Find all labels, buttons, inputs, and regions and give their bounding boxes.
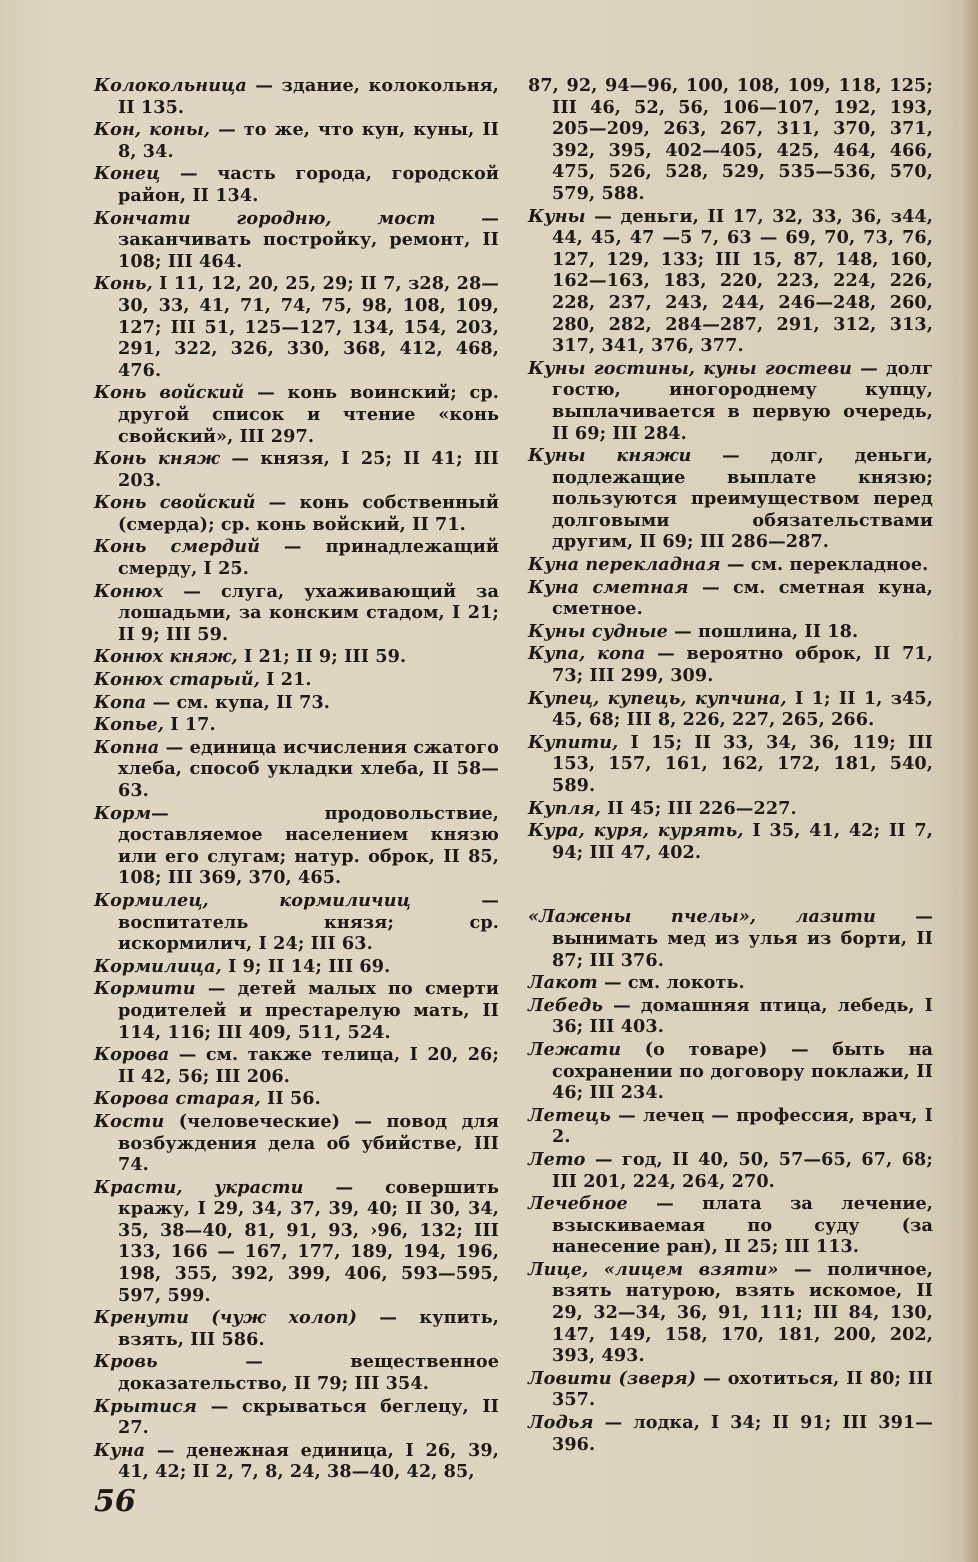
entry-headword: Куна [94, 1439, 146, 1461]
entry-definition: (о товаре) — быть на сохранении по договору поклажи, II 46; III 234. [552, 1038, 933, 1104]
entry-headword: Кормилец, кормиличиц [94, 889, 411, 911]
entry-definition: — см. также телица, I 20, 26; II 42, 56; III 206. [118, 1044, 499, 1087]
entry-headword: Куны княжи [528, 445, 692, 467]
dictionary-entry [94, 581, 499, 646]
entry-headword: Купец, купець, купчина, [528, 687, 787, 709]
dictionary-entry [94, 1351, 499, 1394]
dictionary-entry [528, 1039, 933, 1104]
dictionary-entry [528, 1193, 933, 1258]
entry-definition: (человеческие) — повод для возбуждения дела об убийстве, III 74. [118, 1110, 499, 1176]
entry-headword: Купля, [528, 797, 601, 819]
dictionary-entry [528, 1368, 933, 1411]
entry-definition: — купить, взять, III 586. [118, 1307, 499, 1350]
dictionary-entry [94, 803, 499, 889]
dictionary-entry [528, 1412, 933, 1455]
dictionary-entry [94, 163, 499, 206]
entry-headword: Кренути (чуж холоп) [94, 1307, 358, 1329]
dictionary-entry [94, 1088, 499, 1110]
entry-headword: Купа, копа [528, 643, 646, 665]
entry-definition: — слуга, ухаживающий за лошадьми, за конским стадом, I 21; II 9; III 59. [118, 580, 499, 645]
entry-headword: Лежати [528, 1038, 622, 1060]
dictionary-entry [528, 1105, 933, 1148]
entry-definition: I 11, 12, 20, 25, 29; II 7, з28, 28—30, 33, 41, 71, 74, 75, 98, 108, 109, 127; III 51, 125—127, 134, 154, 203, 291, 322, 326, 330, 368, 412, 468, 476. [118, 273, 499, 381]
dictionary-entry [94, 1307, 499, 1350]
entry-headword: Летець [528, 1104, 611, 1126]
entry-definition: — лодка, I 34; II 91; III 391—396. [552, 1412, 933, 1455]
entry-definition: — см. сметная куна, сметное. [552, 576, 933, 620]
entry-definition: I 21. [259, 669, 312, 691]
entry-definition: — вероятно оброк, II 71, 73; III 299, 309. [552, 643, 933, 687]
entry-definition: — принадлежащий смерду, I 25. [118, 536, 500, 580]
dictionary-entry [528, 732, 933, 797]
entry-definition: — вещественное доказательство, II 79; III 354. [118, 1351, 499, 1395]
entry-definition: — денежная единица, I 26, 39, 41, 42; II 2, 7, 8, 24, 38—40, 42, 85, [118, 1439, 499, 1483]
dictionary-entry [528, 1259, 933, 1367]
dictionary-entry [528, 621, 933, 643]
entry-definition: I 17. [164, 714, 216, 736]
entry-headword: Корова [94, 1044, 170, 1066]
entry-definition: — плата за лечение, взыскиваемая по суду (за нанесение ран), II 25; III 113. [552, 1193, 933, 1258]
entry-headword: Купити, [528, 731, 619, 753]
dictionary-entry [528, 820, 933, 863]
entry-definition: — продовольствие, доставляемое населением князю или его слугам; натур. оброк, II 85, 108; III 369, 370, 465. [118, 802, 499, 889]
entry-definition: — единица исчисления сжатого хлеба, способ укладки хлеба, II 58—63. [118, 736, 499, 801]
dictionary-entry [94, 448, 499, 491]
entry-definition: II 56. [260, 1088, 321, 1110]
entry-headword: Крытися [94, 1395, 198, 1417]
entry-definition: II 45; III 226—227. [600, 797, 797, 819]
entry-definition: — вынимать мед из улья из борти, II 87; III 376. [552, 906, 933, 971]
entry-headword: Лице, «лицем взяти» [528, 1258, 779, 1280]
dictionary-entry [94, 1111, 499, 1176]
page-number: 56 [94, 1484, 136, 1519]
dictionary-entry [94, 1044, 499, 1087]
dictionary-entry [528, 1149, 933, 1192]
entry-headword: Конюх княж, [94, 646, 238, 668]
dictionary-entry [528, 554, 933, 576]
entry-headword: Лодья [528, 1412, 594, 1434]
entry-headword: Куны судные [528, 620, 668, 642]
entry-headword: Кости [94, 1110, 165, 1132]
entry-headword: Конюх старый, [94, 669, 260, 691]
entry-headword: Конь войский [94, 382, 245, 404]
entry-definition: — скрываться беглецу, II 27. [118, 1395, 499, 1439]
dictionary-entry [94, 273, 499, 381]
entry-headword: Куна сметная [528, 576, 689, 598]
entry-headword: Кровь [94, 1351, 158, 1373]
entry-definition: — лечец — профессия, врач, I 2. [552, 1104, 933, 1148]
dictionary-entry [528, 972, 933, 994]
dictionary-entry [94, 692, 499, 714]
page-edge [964, 0, 978, 1562]
dictionary-entry [94, 536, 499, 579]
left-column [94, 75, 499, 1484]
entry-headword: Конь смердий [94, 536, 260, 558]
entry-headword: Кормити [94, 978, 196, 1000]
entry-definition: — год, II 40, 50, 57—65, 67, 68; III 201, 224, 264, 270. [552, 1148, 933, 1192]
dictionary-entry [94, 382, 499, 447]
dictionary-entry [528, 445, 933, 553]
entry-headword: Кормилица, [94, 955, 222, 977]
entry-headword: Куны [528, 205, 586, 227]
entry-definition: I 15; II 33, 34, 36, 119; III 153, 157, 161, 162, 172, 181, 540, 589. [552, 731, 933, 796]
dictionary-entry [94, 492, 499, 535]
entry-headword: Конюх [94, 580, 164, 602]
dictionary-entry [528, 206, 933, 357]
entry-definition: — здание, колокольня, II 135. [118, 75, 499, 118]
dictionary-entry [94, 75, 499, 118]
entry-definition: — то же, что кун, куны, II 8, 34. [118, 119, 499, 162]
entry-headword: Кончати городню, мост [94, 207, 436, 229]
entry-definition: — заканчивать постройку, ремонт, II 108; III 464. [118, 207, 500, 272]
entry-headword: Конь, [94, 273, 153, 295]
dictionary-entry [94, 890, 499, 955]
entry-headword: Копье, [94, 714, 165, 736]
entry-headword: Копа [94, 691, 147, 713]
dictionary-entry [94, 1396, 499, 1439]
entry-definition: — воспитатель князя; ср. искормилич, I 24; III 63. [118, 889, 499, 955]
entry-headword: Лето [528, 1148, 586, 1170]
entry-headword: Конь княж [94, 448, 220, 470]
dictionary-entry [528, 688, 933, 731]
dictionary-entry [528, 75, 933, 205]
dictionary-entry [94, 208, 499, 273]
entry-headword: «Лажены пчелы», лазити [528, 906, 876, 928]
dictionary-entry [528, 798, 933, 820]
right-column [528, 75, 933, 1456]
entry-definition: — долг гостю, иногороднему купцу, выплачивается в первую очередь, II 69; III 284. [552, 357, 933, 444]
entry-headword: Куны гостины, куны гостеви [528, 357, 853, 379]
entry-headword: Куна перекладная [528, 554, 721, 576]
entry-headword: Конец [94, 163, 161, 185]
dictionary-entry [528, 577, 933, 620]
dictionary-entry [94, 956, 499, 978]
entry-definition: — деньги, II 17, 32, 33, 36, з44, 44, 45, 47 —5 7, 63 — 69, 70, 73, 76, 127, 129, 133; III 15, 87, 148, 160, 162—163, 183, 220, 223, 224, 226, 228, 237, 243, 244, 246—248, 260, 280, 282, 284—287, 291, 312, 313, 317, 341, 376, 377. [552, 205, 933, 357]
dictionary-entry [528, 906, 933, 971]
dictionary-entry [528, 995, 933, 1038]
dictionary-entry [94, 646, 499, 668]
entry-definition: — поличное, взять натурою, взять искомое, II 29, 32—34, 36, 91, 111; III 84, 130, 147, 149, 158, 170, 181, 200, 202, 393, 493. [552, 1258, 933, 1367]
entry-definition: I 21; II 9; III 59. [237, 646, 407, 668]
entry-definition: I 35, 41, 42; II 7, 94; III 47, 402. [552, 820, 933, 863]
dictionary-entry [528, 358, 933, 444]
dictionary-entry [94, 1177, 499, 1307]
entry-headword: Колокольница [94, 75, 247, 96]
section-gap [528, 864, 933, 906]
dictionary-entry [94, 714, 499, 736]
entry-headword: Лакот [528, 972, 598, 994]
dictionary-entry [94, 1440, 499, 1483]
entry-definition: — домашняя птица, лебедь, I 36; III 403. [552, 994, 933, 1038]
entry-definition: — детей малых по смерти родителей и престарелую мать, II 114, 116; III 409, 511, 524. [118, 978, 499, 1043]
entry-definition: — долг, деньги, подлежащие выплате князю; пользуются преимуществом перед долговыми обязательствами другим, II 69; III 286—287. [552, 445, 933, 553]
entry-headword: Корм [94, 802, 152, 824]
entry-definition: — см. купа, II 73. [146, 691, 331, 713]
entry-headword: Лебедь [528, 994, 604, 1016]
entry-definition: I 1; II 1, з45, 45, 68; III 8, 226, 227, 265, 266. [552, 687, 933, 731]
entry-definition: — пошлина, II 18. [667, 620, 859, 642]
entry-headword: Кон, коны, [94, 119, 211, 141]
entry-headword: Корова старая, [94, 1088, 261, 1110]
entry-definition: — совершить кражу, I 29, 34, 37, 39, 40; II 30, 34, 35, 38—40, 81, 91, 93, ›96, 132; III 133, 166 — 167, 177, 189, 194, 196, 198, 355, 392, 399, 406, 593—595, 597, 599. [118, 1176, 499, 1306]
entry-headword: Копна [94, 736, 160, 758]
entry-definition: — часть города, городской район, II 134. [118, 163, 499, 206]
entry-definition: — охотиться, II 80; III 357. [552, 1367, 933, 1411]
entry-definition: — см. локоть. [597, 972, 745, 994]
entry-definition: — князя, I 25; II 41; III 203. [118, 448, 499, 491]
entry-definition: — конь собственный (смерда); ср. конь войский, II 71. [118, 492, 499, 535]
dictionary-entry [94, 978, 499, 1043]
dictionary-entry [94, 119, 499, 162]
entry-headword: Ловити (зверя) [528, 1367, 697, 1389]
entry-definition: — см. перекладное. [720, 554, 929, 576]
entry-definition: 87, 92, 94—96, 100, 108, 109, 118, 125; III 46, 52, 56, 106—107, 192, 193, 205—209, 263, 267, 311, 370, 371, 392, 395, 402—405, 425, 464, 466, 475, 526, 528, 529, 535—536, 570, 579, 588. [528, 75, 933, 204]
entry-headword: Кура, куря, курять, [528, 820, 744, 842]
entry-definition: — конь воинский; ср. другой список и чтение «конь свойский», III 297. [118, 382, 499, 447]
dictionary-entry [94, 669, 499, 691]
entry-definition: I 9; II 14; III 69. [221, 955, 391, 977]
dictionary-entry [528, 643, 933, 686]
entry-headword: Красти, украсти [94, 1176, 304, 1198]
dictionary-entry [94, 737, 499, 802]
entry-headword: Конь свойский [94, 492, 256, 514]
entry-headword: Лечебное [528, 1193, 628, 1215]
